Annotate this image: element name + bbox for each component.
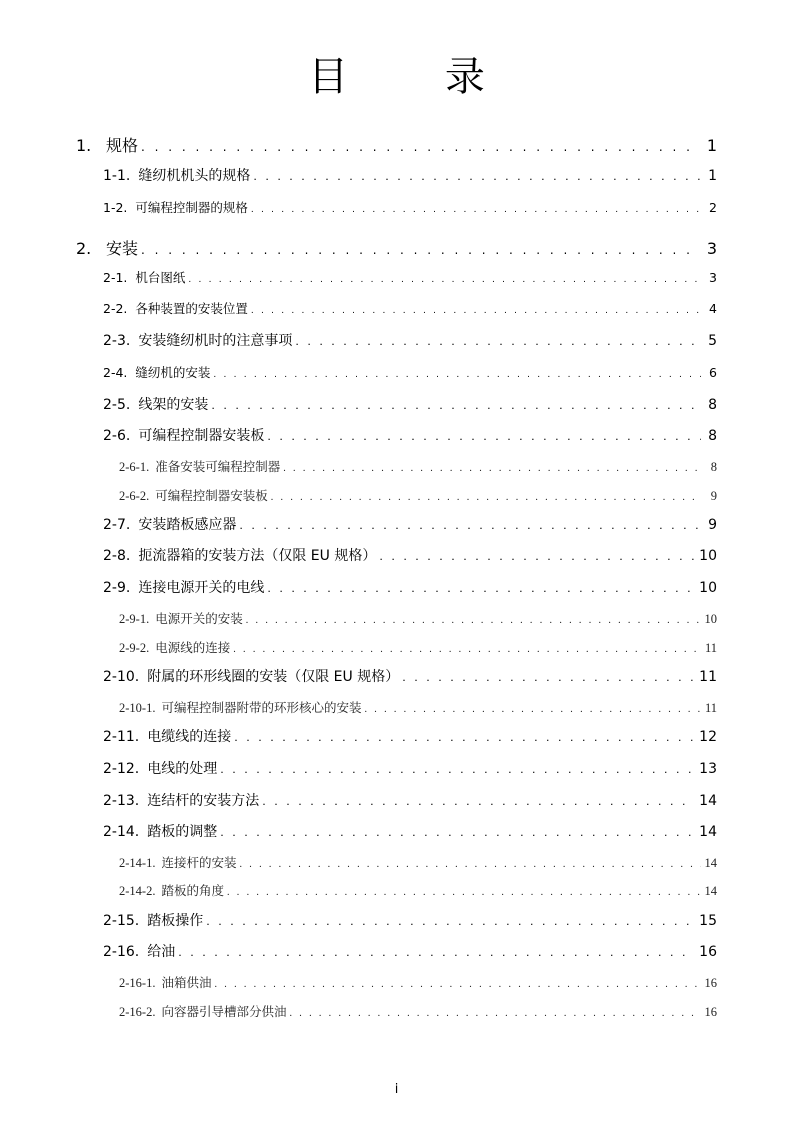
toc-page-number: 4 — [709, 301, 717, 316]
dot-leader — [251, 205, 701, 215]
toc-page-number: 14 — [704, 884, 717, 898]
dot-leader — [251, 306, 701, 316]
toc-page-number: 9 — [708, 517, 717, 533]
toc-entry-label: 2-13. 连结杆的安装方法 — [103, 793, 260, 809]
toc-entry-label: 2-4. 缝纫机的安装 — [103, 365, 211, 380]
toc-entry-label: 2-16-2. 向容器引导槽部分供油 — [119, 1005, 287, 1019]
toc-entry[interactable] — [103, 666, 717, 686]
dot-leader — [206, 915, 695, 928]
toc-page-number: 3 — [706, 239, 717, 258]
dot-leader — [178, 946, 695, 959]
toc-page-number: 13 — [699, 761, 717, 777]
toc-entry[interactable] — [103, 726, 717, 746]
toc-page-number: 10 — [704, 612, 717, 626]
toc-entry[interactable] — [119, 1002, 717, 1020]
toc-page-number: 2 — [709, 200, 717, 215]
dot-leader — [214, 979, 700, 990]
dot-leader — [233, 644, 701, 655]
toc-entry[interactable] — [103, 910, 717, 930]
dot-leader — [295, 335, 701, 348]
toc-page-number: 12 — [699, 729, 717, 745]
toc-entry[interactable] — [103, 514, 717, 534]
dot-leader — [267, 582, 695, 595]
toc-entry[interactable] — [76, 133, 717, 156]
toc-entry[interactable] — [103, 425, 717, 445]
toc-page-number: 1 — [708, 168, 717, 184]
toc-entry-label: 2-16-1. 油箱供油 — [119, 976, 212, 990]
toc-entry[interactable] — [103, 394, 717, 414]
toc-entry-label: 2-12. 电线的处理 — [103, 761, 218, 777]
toc-entry[interactable] — [103, 545, 717, 565]
toc-entry[interactable] — [119, 853, 717, 871]
toc-entry-label: 2-16. 给油 — [103, 944, 176, 960]
toc-entry[interactable] — [119, 698, 717, 716]
toc-entry[interactable] — [76, 236, 717, 259]
toc-entry[interactable] — [119, 973, 717, 991]
toc-page-number: 9 — [710, 489, 717, 503]
dot-leader — [283, 463, 701, 474]
toc-entry[interactable] — [119, 457, 717, 475]
toc-entry-label: 2-6. 可编程控制器安装板 — [103, 428, 265, 444]
toc-entry[interactable] — [119, 638, 717, 656]
toc-entry[interactable] — [103, 299, 717, 317]
toc-entry-label: 2-8. 扼流器箱的安装方法（仅限 EU 规格） — [103, 548, 377, 564]
dot-leader — [234, 731, 695, 744]
toc-entry[interactable] — [103, 363, 717, 381]
toc-page-number: 11 — [704, 701, 717, 715]
toc-page-number: 14 — [699, 824, 717, 840]
toc-entry-label: 2-14-1. 连接杆的安装 — [119, 856, 237, 870]
toc-entry-label: 1-1. 缝纫机机头的规格 — [103, 168, 251, 184]
toc-page-number: 8 — [708, 428, 717, 444]
dot-leader — [289, 1008, 700, 1019]
toc-entry[interactable] — [119, 609, 717, 627]
toc-entry[interactable] — [103, 165, 717, 185]
toc-entry-label: 1-2. 可编程控制器的规格 — [103, 200, 248, 215]
toc-page-number: 8 — [710, 460, 717, 474]
toc-entry-label: 2. 安装 — [76, 239, 139, 258]
toc-entry[interactable] — [103, 330, 717, 350]
toc-page-number: 10 — [699, 580, 717, 596]
toc-entry-label: 2-5. 线架的安装 — [103, 397, 209, 413]
toc-entry[interactable] — [119, 881, 717, 899]
toc-page-number: 16 — [699, 944, 717, 960]
dot-leader — [364, 704, 700, 715]
dot-leader — [227, 887, 701, 898]
toc-entry-label: 2-6-2. 可编程控制器安装板 — [119, 489, 268, 503]
dot-leader — [271, 492, 701, 503]
toc-page-number: 5 — [708, 333, 717, 349]
toc-entry-label: 2-9. 连接电源开关的电线 — [103, 580, 265, 596]
toc-page-number: 16 — [704, 1005, 717, 1019]
dot-leader — [141, 140, 701, 154]
toc-entry[interactable] — [119, 486, 717, 504]
dot-leader — [211, 399, 701, 412]
dot-leader — [239, 519, 701, 532]
page-title: 目 录 — [308, 54, 527, 100]
toc-entry-label: 2-1. 机台图纸 — [103, 270, 186, 285]
toc-entry-label: 2-3. 安装缝纫机时的注意事项 — [103, 333, 293, 349]
toc-entry-label: 2-11. 电缆线的连接 — [103, 729, 232, 745]
toc-page-number: 16 — [704, 976, 717, 990]
dot-leader — [213, 370, 701, 380]
toc-page-number: 1 — [706, 136, 717, 155]
dot-leader — [220, 763, 695, 776]
dot-leader — [220, 826, 695, 839]
toc-entry-label: 2-2. 各种装置的安装位置 — [103, 301, 248, 316]
footer-page-number: i — [394, 1082, 399, 1097]
toc-entry[interactable] — [103, 790, 717, 810]
toc-entry-label: 2-14-2. 踏板的角度 — [119, 884, 224, 898]
dot-leader — [402, 671, 695, 684]
toc-entry[interactable] — [103, 941, 717, 961]
dot-leader — [188, 275, 701, 285]
toc-entry[interactable] — [103, 198, 717, 216]
dot-leader — [267, 430, 701, 443]
toc-page-number: 8 — [708, 397, 717, 413]
toc-page-number: 14 — [699, 793, 717, 809]
toc-page-number: 3 — [709, 270, 717, 285]
toc-entry-label: 2-14. 踏板的调整 — [103, 824, 218, 840]
toc-entry-label: 2-15. 踏板操作 — [103, 913, 204, 929]
toc-entry[interactable] — [103, 758, 717, 778]
dot-leader — [379, 550, 695, 563]
dot-leader — [253, 170, 701, 183]
toc-page-number: 14 — [704, 856, 717, 870]
toc-page-number: 10 — [699, 548, 717, 564]
toc-page-number: 15 — [699, 913, 717, 929]
toc-entry[interactable] — [103, 821, 717, 841]
dot-leader — [141, 243, 701, 257]
dot-leader — [262, 795, 695, 808]
toc-entry-label: 2-9-1. 电源开关的安装 — [119, 612, 243, 626]
toc-entry-label: 2-7. 安装踏板感应器 — [103, 517, 237, 533]
toc-entry-label: 2-9-2. 电源线的连接 — [119, 641, 231, 655]
toc-entry-label: 2-10-1. 可编程控制器附带的环形核心的安装 — [119, 701, 362, 715]
toc-entry-label: 2-6-1. 准备安装可编程控制器 — [119, 460, 281, 474]
toc-entry-label: 1. 规格 — [76, 136, 139, 155]
toc-entry[interactable] — [103, 577, 717, 597]
toc-page-number: 11 — [704, 641, 717, 655]
dot-leader — [246, 615, 701, 626]
toc-entry-label: 2-10. 附属的环形线圈的安装（仅限 EU 规格） — [103, 669, 400, 685]
toc-page-number: 11 — [699, 669, 717, 685]
dot-leader — [239, 859, 700, 870]
toc-entry[interactable] — [103, 268, 717, 286]
toc-page-number: 6 — [709, 365, 717, 380]
